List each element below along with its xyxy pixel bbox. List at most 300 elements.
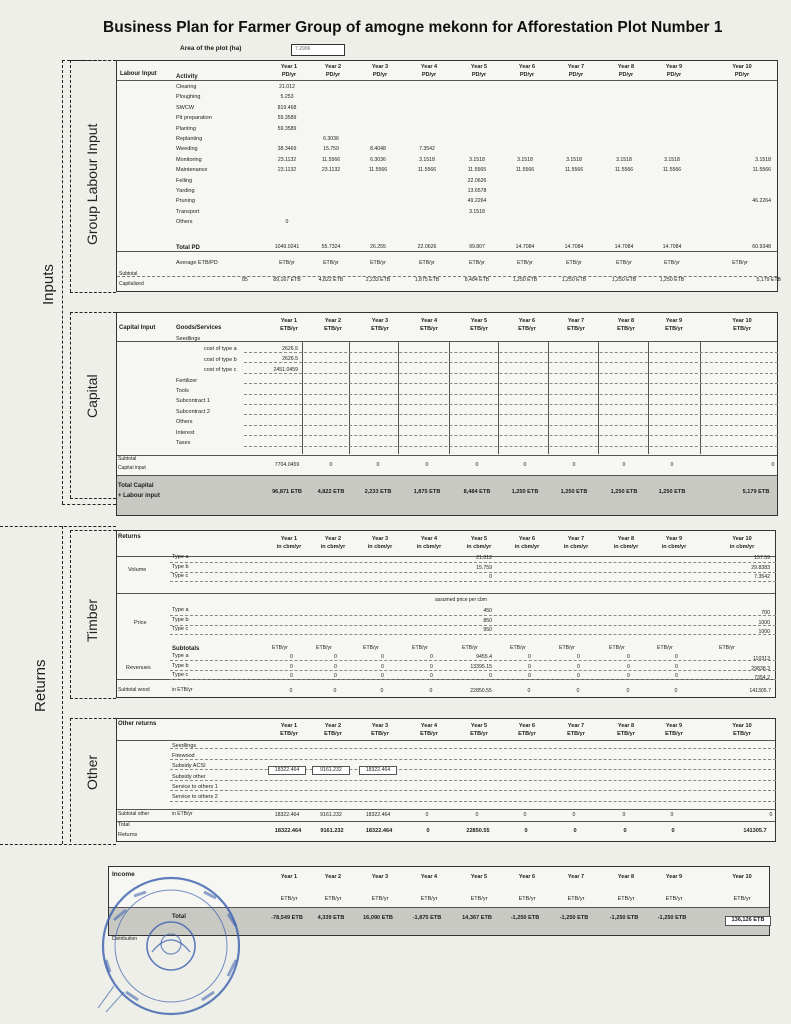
volume-y5-2: 0 (489, 574, 492, 580)
year-header-10: Year 10 (732, 64, 752, 70)
inputs-frame-bottom (62, 504, 116, 505)
labour-cell: 14.7084 (662, 243, 682, 250)
subsidy-value-2: 9161.232 (312, 766, 350, 775)
labour-cell: 3.1518 (616, 156, 632, 163)
year-unit-3: in cbm/yr (367, 544, 393, 550)
labour-subtotal-6: 1,250 ETB (512, 277, 538, 283)
capital-grid-row (244, 414, 778, 415)
income-total-6: -1,250 ETB (510, 915, 540, 921)
total-returns-label2: Returns (118, 832, 138, 838)
avg-unit-6: ETB/yr (517, 260, 533, 266)
year-unit-7: PD/yr (568, 72, 584, 78)
income-year-10: Year 10 (732, 874, 752, 880)
year-unit-7: in cbm/yr (563, 544, 589, 550)
avg-etb-value: 85 (242, 277, 248, 283)
year-header-8: Year 8 (617, 318, 635, 324)
timber-subtotal-3: 0 (380, 688, 384, 694)
income-year-2: Year 2 (324, 874, 342, 880)
income-total-2: 4,339 ETB (317, 915, 345, 921)
other-side-label: Other (84, 754, 100, 790)
labour-subtotal-5: 8,484 ETB (464, 277, 490, 283)
year-header-3: Year 3 (371, 318, 389, 324)
labour-cell: 5.253 (280, 94, 294, 101)
other-section-label: Other returns (118, 721, 157, 727)
timber-frame-left (70, 530, 71, 698)
capital-item-10: Taxes (176, 440, 191, 446)
avg-unit-7: ETB/yr (566, 260, 582, 266)
timber-subtotal-1: 0 (289, 688, 293, 694)
timber-grid-row (170, 625, 776, 626)
year-unit-6: ETB/yr (518, 326, 536, 332)
year-unit-5: in cbm/yr (466, 544, 492, 550)
total-capital-label2: + Labour input (118, 493, 160, 499)
year-header-9: Year 9 (665, 318, 683, 324)
capital-grid-row (244, 383, 778, 384)
capital-item-0: Seedlings (176, 336, 201, 342)
labour-cell: 3.1518 (517, 156, 533, 163)
volume-y10-1: 29.8383 (751, 564, 770, 571)
year-header-8: Year 8 (617, 723, 635, 729)
volume-type-1: Type b (172, 563, 189, 570)
income-year-9: Year 9 (665, 874, 683, 880)
timber-subtotal-6: 0 (527, 688, 531, 694)
year-header-1: Year 1 (280, 536, 298, 542)
returns-frame-left (62, 526, 63, 844)
timber-section-label: Returns (118, 534, 141, 540)
inputs-frame-left (62, 60, 63, 504)
timber-subtotal-10: 141305.7 (749, 688, 771, 694)
activity-7: Monitoring (176, 156, 202, 163)
year-unit-1: ETB/yr (280, 731, 298, 737)
capital-subtotal-4: 0 (425, 462, 429, 468)
income-total-8: -1,250 ETB (609, 915, 639, 921)
other-frame-left (70, 718, 71, 842)
area-input[interactable]: 7.2906 (291, 44, 345, 56)
revenue-zero: 0 (381, 663, 384, 670)
timber-etb-unit-8: ETB/yr (609, 645, 625, 651)
labour-cell: 23.1132 (321, 167, 341, 174)
capital-total-10: 5,179 ETB (742, 489, 770, 495)
labour-subtotal-9: 1,250 ETB (659, 277, 685, 283)
revenue-zero: 0 (334, 673, 337, 679)
volume-y10-0: 157.59 (754, 555, 770, 561)
volume-y10-2: 7.3542 (754, 574, 770, 580)
area-label: Area of the plot (ha) (180, 45, 242, 52)
labour-cell: 819.468 (277, 104, 297, 111)
revenue-y10-2: 7354.2 (754, 675, 770, 681)
labour-cell: 11.5566 (321, 156, 341, 163)
labour-cell: 11.5565 (467, 167, 487, 174)
year-unit-10: in cbm/yr (729, 544, 755, 550)
capital-grid-col (349, 341, 350, 454)
labour-cell: 3.1518 (469, 208, 485, 215)
income-unit-10: ETB/yr (733, 896, 751, 902)
year-unit-10: ETB/yr (733, 326, 751, 332)
timber-subtotal-2: 0 (333, 688, 337, 694)
income-unit-5: ETB/yr (470, 896, 488, 902)
year-unit-3: ETB/yr (371, 731, 389, 737)
other-grid-row (170, 769, 776, 770)
avg-etb-label: Average ETB/PD (176, 260, 218, 266)
activity-11: Pruning (176, 198, 195, 205)
activity-12: Transport (176, 208, 200, 215)
revenue-zero: 0 (675, 654, 678, 660)
year-unit-1: PD/yr (281, 72, 297, 78)
labour-subtotal-8: 1,250 ETB (611, 277, 637, 283)
year-header-5: Year 5 (470, 723, 488, 729)
year-unit-10: PD/yr (734, 72, 750, 78)
labour-section-label: Labour Input (120, 71, 157, 77)
capital-subtotal-7: 0 (572, 462, 576, 468)
other-subtotal-1: 18322.464 (274, 812, 300, 818)
income-unit-9: ETB/yr (665, 896, 683, 902)
labour-cell: 6.3036 (323, 136, 339, 142)
timber-subtotal-8: 0 (626, 688, 630, 694)
goods-header: Goods/Services (176, 325, 222, 331)
year-unit-3: ETB/yr (371, 326, 389, 332)
capital-item-8: Others (176, 419, 193, 426)
capital-grid-row (244, 394, 778, 395)
year-unit-6: in cbm/yr (514, 544, 540, 550)
year-unit-10: ETB/yr (733, 731, 751, 737)
capital-grid-row (244, 425, 778, 426)
labour-cell: 6.3036 (370, 156, 386, 163)
price-y5-2: 950 (483, 627, 492, 633)
price-type-2: Type c (172, 626, 189, 632)
labour-subtotal-7: 1,250 ETB (561, 277, 587, 283)
year-header-3: Year 3 (371, 64, 389, 70)
revenue-zero: 0 (528, 654, 531, 660)
labour-cell: 14.7084 (515, 243, 535, 250)
returns-frame-bottom (0, 844, 116, 845)
year-header-3: Year 3 (371, 723, 389, 729)
other-grid-row (170, 801, 776, 802)
year-unit-8: ETB/yr (617, 731, 635, 737)
volume-y5-1: 15.759 (476, 564, 492, 571)
capital-total-2: 4,822 ETB (317, 489, 345, 495)
year-header-5: Year 5 (470, 318, 488, 324)
year-header-4: Year 4 (420, 318, 438, 324)
revenue-zero: 0 (577, 663, 580, 670)
revenue-y10-0: 110313 (753, 656, 770, 662)
capital-grid-row (244, 373, 778, 374)
activity-header: Activity (176, 74, 198, 80)
distribution-label: Distribution (112, 936, 138, 942)
capital-subtotal-label2: Capital input (118, 465, 146, 471)
labour-cell: 60.9348 (752, 243, 771, 250)
activity-6: Weeding (176, 146, 198, 153)
year-header-6: Year 6 (518, 64, 536, 70)
timber-etb-unit-6: ETB/yr (510, 645, 526, 651)
total-returns-label: Total (118, 822, 130, 828)
seed-value-2: 2451.0459 (273, 366, 298, 373)
inputs-side-label: Inputs (40, 264, 57, 305)
labour-capitalized-label: Capitalized (119, 281, 144, 287)
capital-subtotal-1: 7704.0459 (274, 462, 300, 468)
income-total-7: -1,250 ETB (559, 915, 589, 921)
other-subtotal-9: 0 (670, 812, 674, 818)
price-type-0: Type a (172, 607, 189, 613)
year-unit-4: PD/yr (421, 72, 437, 78)
avg-unit-4: ETB/yr (419, 260, 435, 266)
labour-cell: 55.7324 (321, 243, 341, 250)
year-header-10: Year 10 (732, 723, 752, 729)
other-subtotal-10: 0 (769, 812, 773, 818)
price-note: assumed price per cbm (435, 597, 487, 603)
capital-subtotal-5: 0 (475, 462, 479, 468)
total-returns-8: 0 (623, 828, 627, 834)
subsidy-value-1: 18322.464 (268, 766, 306, 775)
capital-grid-col (398, 341, 399, 454)
timber-grid-row (170, 634, 776, 635)
total-returns-2: 9161.232 (320, 828, 344, 834)
other-item-2: Subsidy ACSI (172, 763, 206, 770)
labour-cell: 13.6578 (467, 188, 487, 194)
year-unit-9: ETB/yr (665, 731, 683, 737)
year-header-7: Year 7 (567, 318, 585, 324)
year-unit-4: in cbm/yr (416, 544, 442, 550)
timber-etb-unit-4: ETB/yr (412, 645, 428, 651)
income-total-1: -78,549 ETB (271, 915, 303, 921)
timber-grid-row (170, 562, 776, 563)
avg-unit-10: ETB/yr (732, 260, 748, 266)
capital-grid-row (244, 362, 778, 363)
year-header-7: Year 7 (567, 64, 585, 70)
capital-item-3: cost of type c (204, 367, 237, 374)
income-year-1: Year 1 (280, 874, 298, 880)
labour-cell: 15.759 (323, 146, 339, 153)
revenue-zero: 0 (290, 673, 293, 679)
revenue-y5-2: 0 (489, 673, 492, 679)
year-header-6: Year 6 (518, 723, 536, 729)
income-total-label: Total (172, 914, 186, 920)
timber-etb-unit-3: ETB/yr (363, 645, 379, 651)
revenues-label: Revenues (126, 665, 151, 671)
labour-cell: 3.1518 (664, 156, 680, 163)
year-header-6: Year 6 (518, 536, 536, 542)
year-header-4: Year 4 (420, 536, 438, 542)
timber-grid-row (170, 572, 776, 573)
year-unit-8: PD/yr (618, 72, 634, 78)
labour-cell: 11.5566 (368, 167, 388, 174)
capital-total-9: 1,250 ETB (658, 489, 686, 495)
labour-subtotal-2: 4,822 ETB (318, 277, 344, 283)
page-title: Business Plan for Farmer Group of amogne mekonn for Afforestation Plot Number 1 (103, 19, 723, 36)
other-subtotal-6: 0 (523, 812, 527, 818)
income-total-9: -1,250 ETB (657, 915, 687, 921)
timber-subtotal-label: Subtotal wood (118, 687, 150, 693)
labour-cell: 26.255 (370, 243, 386, 250)
activity-0: Clearing (176, 84, 197, 90)
capital-total-1: 96,871 ETB (272, 489, 302, 495)
timber-etb-unit-10: ETB/yr (719, 645, 735, 651)
price-y10-0: 700 (761, 610, 770, 616)
timber-frame-bottom (70, 698, 116, 699)
year-header-10: Year 10 (732, 536, 752, 542)
capital-subtotal-2: 0 (329, 462, 333, 468)
capital-grid-col (548, 341, 549, 454)
labour-cell: 11.5566 (417, 167, 437, 174)
other-grid-row (170, 790, 776, 791)
revenue-zero: 0 (528, 673, 531, 679)
volume-type-0: Type a (172, 554, 189, 560)
income-year-5: Year 5 (470, 874, 488, 880)
timber-grid-row (170, 581, 776, 582)
avg-unit-9: ETB/yr (664, 260, 680, 266)
avg-unit-1: ETB/yr (279, 260, 295, 266)
income-total-10: 136,126 ETB (725, 916, 771, 926)
labour-input-table (116, 60, 778, 292)
price-y10-1: 1000 (758, 619, 770, 626)
year-unit-5: ETB/yr (470, 731, 488, 737)
volume-type-2: Type c (172, 573, 189, 579)
year-header-6: Year 6 (518, 318, 536, 324)
timber-side-label: Timber (84, 598, 100, 642)
total-returns-5: 22850.55 (466, 828, 490, 834)
revenue-zero: 0 (290, 663, 293, 670)
income-year-6: Year 6 (518, 874, 536, 880)
timber-subtotal-5: 22850.55 (470, 688, 492, 694)
year-unit-5: PD/yr (471, 72, 487, 78)
capital-grid-col (598, 341, 599, 454)
capital-total-3: 2,233 ETB (364, 489, 392, 495)
timber-etb-unit-9: ETB/yr (657, 645, 673, 651)
capital-item-5: Tools (176, 388, 189, 394)
total-returns-7: 0 (573, 828, 577, 834)
income-total-5: 14,367 ETB (462, 915, 492, 921)
subtotals-label: Subtotals (172, 646, 200, 652)
capital-frame-bottom (70, 498, 116, 499)
timber-etb-unit-7: ETB/yr (559, 645, 575, 651)
timber-frame-top (70, 530, 116, 531)
capital-frame-top (70, 312, 116, 313)
income-unit-3: ETB/yr (371, 896, 389, 902)
labour-cell: 59.3589 (277, 125, 297, 132)
revenue-zero: 0 (627, 654, 630, 660)
price-type-1: Type b (172, 616, 189, 623)
volume-label: Volume (128, 567, 147, 573)
returns-frame-top (0, 526, 116, 527)
revenue-zero: 0 (430, 663, 433, 670)
total-returns-1: 18322.464 (274, 828, 302, 834)
year-unit-7: ETB/yr (567, 731, 585, 737)
revenue-y5-0: 9455.4 (476, 654, 492, 660)
year-header-5: Year 5 (470, 536, 488, 542)
capital-grid-col (700, 341, 701, 454)
income-section-label: Income (112, 871, 135, 878)
revenue-type-2: Type c (172, 672, 189, 678)
labour-cell: 22.0626 (417, 243, 437, 250)
year-header-7: Year 7 (567, 536, 585, 542)
capital-grid-row (244, 446, 778, 447)
labour-frame-left (70, 60, 71, 292)
capital-subtotal-6: 0 (523, 462, 527, 468)
total-returns-3: 18322.464 (365, 828, 393, 834)
labour-frame-top (70, 60, 116, 61)
revenue-zero: 0 (430, 673, 433, 679)
labour-subtotal-10: 5,179 ETB (756, 277, 781, 283)
capital-subtotal-8: 0 (622, 462, 626, 468)
total-returns-10: 141305.7 (743, 828, 767, 834)
income-unit-6: ETB/yr (518, 896, 536, 902)
labour-cell: 14.7084 (564, 243, 584, 250)
year-unit-2: ETB/yr (324, 326, 342, 332)
labour-subtotal-4: 1,875 ETB (414, 277, 440, 283)
year-header-9: Year 9 (665, 64, 683, 70)
capital-grid-row (244, 435, 778, 436)
revenue-zero: 0 (627, 663, 630, 670)
year-header-5: Year 5 (470, 64, 488, 70)
revenue-zero: 0 (675, 663, 678, 670)
labour-cell: 0 (285, 219, 289, 226)
income-total-3: 16,090 ETB (363, 915, 393, 921)
avg-unit-3: ETB/yr (370, 260, 386, 266)
activity-4: Planting (176, 125, 196, 132)
other-subtotal-label: Subtotal other (118, 811, 150, 817)
year-header-2: Year 2 (324, 64, 342, 70)
labour-frame-bottom (70, 292, 116, 293)
other-grid-row (170, 780, 776, 781)
capital-grid-col (648, 341, 649, 454)
official-stamp (86, 868, 256, 1018)
year-header-4: Year 4 (420, 64, 438, 70)
year-header-8: Year 8 (617, 64, 635, 70)
labour-cell: 22.0626 (467, 177, 487, 184)
year-header-8: Year 8 (617, 536, 635, 542)
revenue-zero: 0 (675, 673, 678, 679)
capital-side-label: Capital (84, 374, 100, 418)
revenue-zero: 0 (334, 654, 337, 660)
labour-cell: 11.5566 (515, 167, 535, 174)
income-year-8: Year 8 (617, 874, 635, 880)
capital-subtotal-9: 0 (670, 462, 674, 468)
avg-unit-5: ETB/yr (469, 260, 485, 266)
capital-total-5: 8,484 ETB (463, 489, 491, 495)
income-unit-2: ETB/yr (324, 896, 342, 902)
subsidy-value-3: 18322.464 (359, 766, 397, 775)
income-year-4: Year 4 (420, 874, 438, 880)
income-unit-1: ETB/yr (280, 896, 298, 902)
year-header-9: Year 9 (665, 723, 683, 729)
revenue-zero: 0 (528, 663, 531, 670)
activity-3: Pit preparation (176, 115, 212, 122)
timber-grid-row (170, 615, 776, 616)
revenue-zero: 0 (381, 673, 384, 679)
timber-subtotal-label2: in ETB/yr (172, 687, 193, 693)
other-subtotal-5: 0 (475, 812, 479, 818)
capital-item-9: Interest (176, 429, 195, 436)
year-header-10: Year 10 (732, 318, 752, 324)
price-y10-2: 1000 (758, 629, 770, 635)
year-unit-7: ETB/yr (567, 326, 585, 332)
avg-unit-2: ETB/yr (323, 260, 339, 266)
capital-item-4: Fertilizer (176, 377, 198, 384)
year-header-2: Year 2 (324, 723, 342, 729)
year-unit-9: ETB/yr (665, 326, 683, 332)
total-returns-9: 0 (671, 828, 675, 834)
price-label: Price (134, 620, 147, 626)
labour-cell: 49.2264 (467, 198, 487, 205)
year-header-2: Year 2 (324, 536, 342, 542)
capital-grid-col (449, 341, 450, 454)
activity-14: Total PD (176, 244, 200, 251)
activity-13: Others (176, 219, 193, 226)
total-capital-label: Total Capital (118, 483, 154, 489)
labour-cell: 38.3469 (277, 146, 297, 153)
labour-cell: 3.1518 (419, 156, 435, 163)
year-unit-8: ETB/yr (617, 326, 635, 332)
timber-etb-unit-5: ETB/yr (462, 645, 478, 651)
